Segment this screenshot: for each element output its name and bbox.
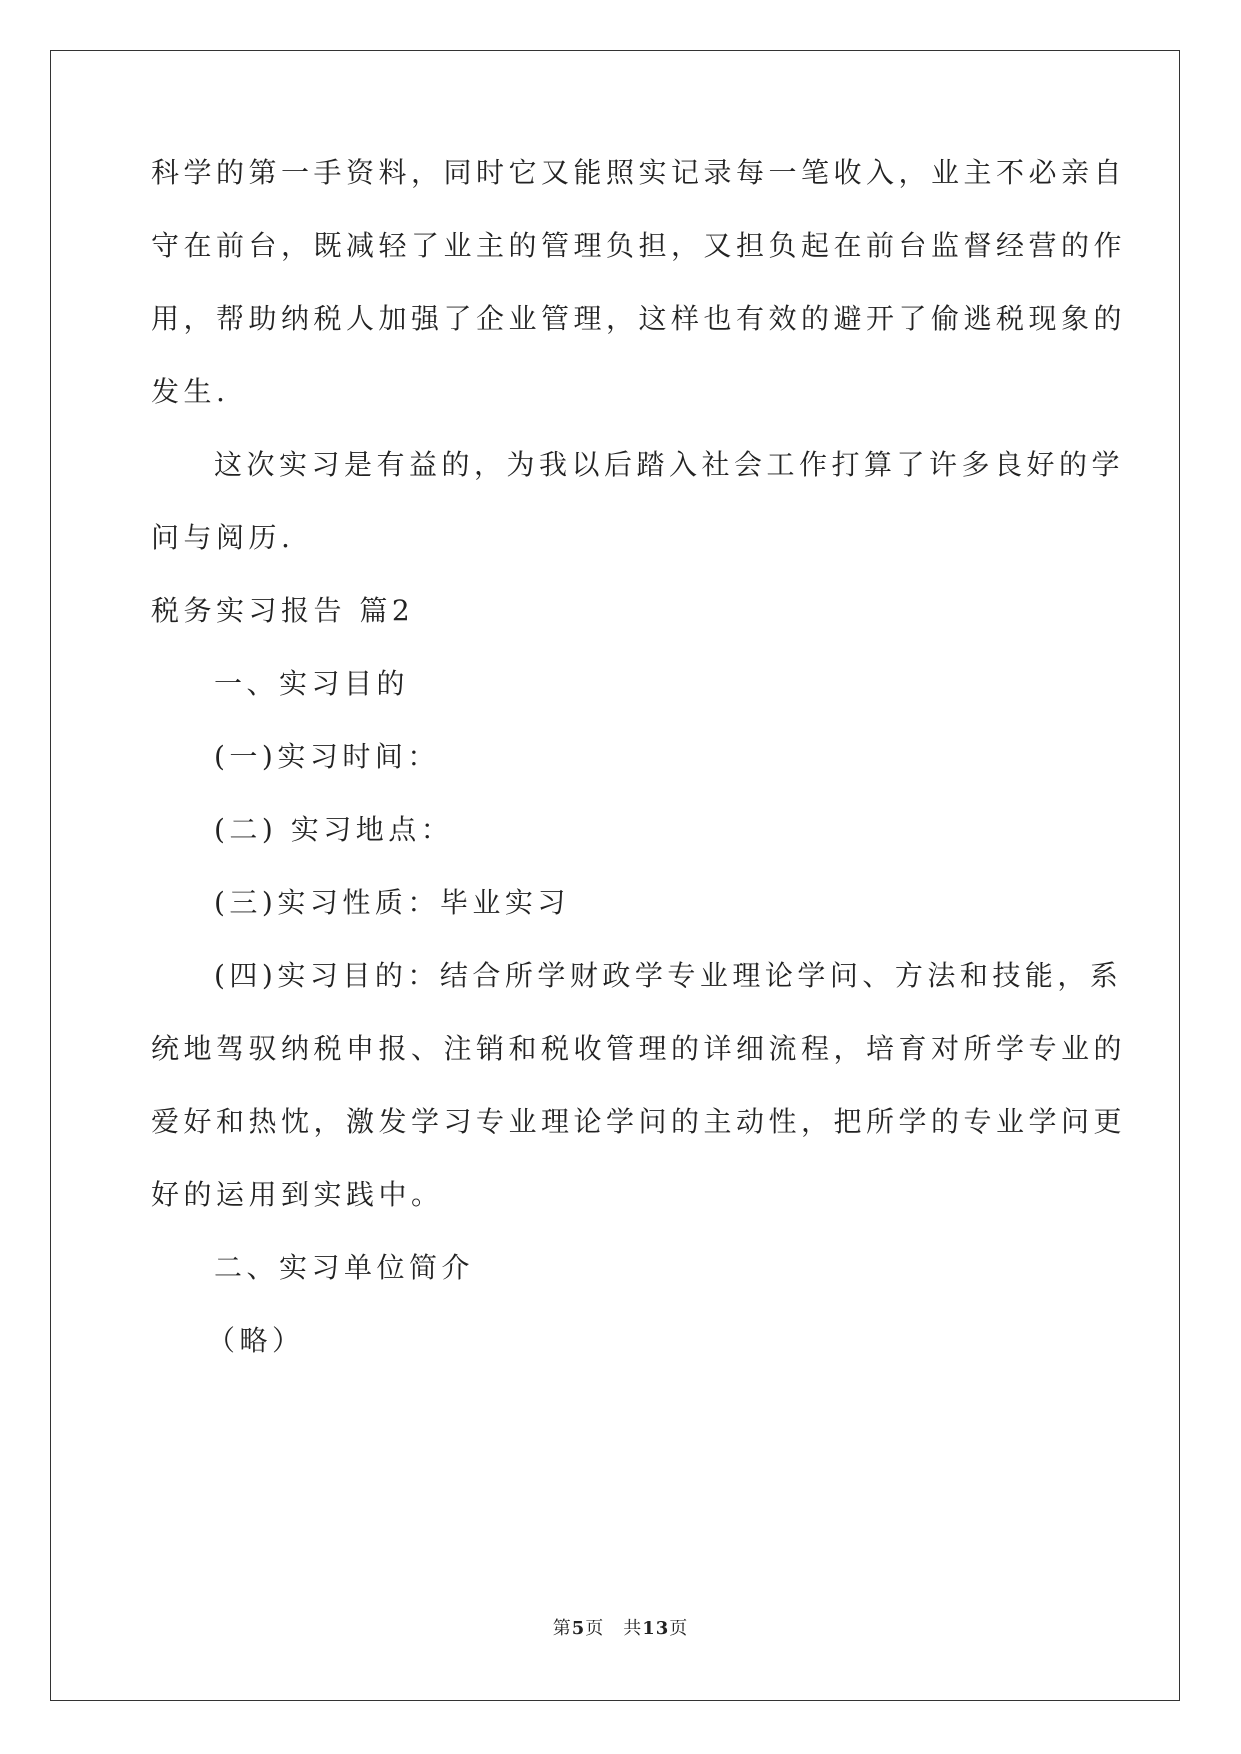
page-border: [50, 50, 1180, 1701]
footer-mid: 页 共: [585, 1618, 643, 1639]
item-time: (一)实习时间：: [214, 740, 440, 773]
body-line-15: 好的运用到实践中。: [151, 1178, 444, 1211]
item-nature: (三)实习性质：毕业实习: [214, 886, 570, 919]
item-purpose: (四)实习目的：结合所学财政学专业理论学问、方法和技能，系: [214, 959, 1123, 992]
body-line-14: 爱好和热忱，激发学习专业理论学问的主动性，把所学的专业学问更: [151, 1105, 1127, 1138]
page-footer: [0, 1617, 1241, 1641]
footer-suffix: 页: [669, 1618, 689, 1639]
heading-unit-intro: 二、实习单位简介: [214, 1251, 475, 1284]
heading-purpose: 一、实习目的: [214, 667, 410, 700]
item-location: (二) 实习地点：: [214, 813, 454, 846]
footer-prefix: 第: [552, 1618, 572, 1639]
footer-page-current: 5: [571, 1618, 586, 1639]
body-line-3: 用，帮助纳税人加强了企业管理，这样也有效的避开了偷逃税现象的: [151, 302, 1127, 335]
section-heading: 税务实习报告 篇2: [151, 594, 415, 627]
body-line-13: 统地驾驭纳税申报、注销和税收管理的详细流程，培育对所学专业的: [151, 1032, 1127, 1065]
footer-page-total: 13: [642, 1618, 670, 1639]
body-line-2: 守在前台，既减轻了业主的管理负担，又担负起在前台监督经营的作: [151, 229, 1127, 262]
body-line-6: 问与阅历.: [151, 521, 295, 554]
body-line-1: 科学的第一手资料，同时它又能照实记录每一笔收入，业主不必亲自: [151, 156, 1127, 189]
body-line-5: 这次实习是有益的，为我以后踏入社会工作打算了许多良好的学: [214, 448, 1125, 481]
omitted-note: （略）: [207, 1324, 305, 1357]
body-line-4: 发生.: [151, 375, 230, 408]
